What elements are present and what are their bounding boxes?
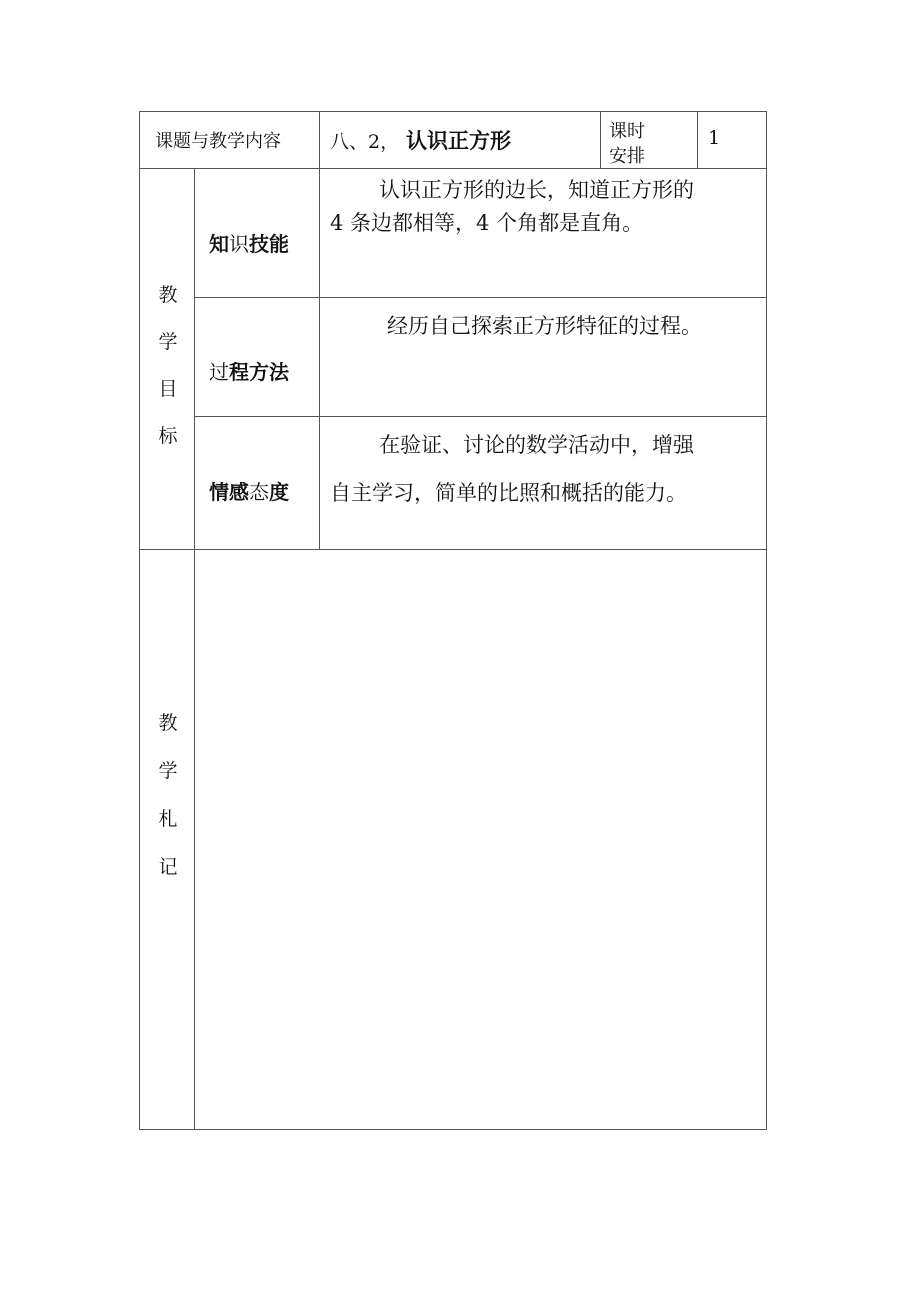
knowledge-label-b: 识 bbox=[229, 232, 249, 256]
emotion-line-1: 在验证、讨论的数学活动中，增强 bbox=[379, 433, 694, 457]
topic-prefix: 八、2， bbox=[330, 131, 400, 153]
knowledge-label-a: 知 bbox=[209, 232, 229, 256]
notes-char-1: 教 bbox=[158, 712, 178, 734]
process-label-a: 过 bbox=[209, 360, 229, 384]
knowledge-line-1: 认识正方形的边长，知道正方形的 bbox=[379, 178, 694, 202]
objectives-section-cell bbox=[139, 168, 195, 550]
knowledge-line-2: 4 条边都相等，4 个角都是直角。 bbox=[330, 211, 644, 235]
notes-char-4: 记 bbox=[158, 856, 178, 878]
emotion-label-c: 度 bbox=[269, 480, 289, 504]
notes-char-2: 学 bbox=[158, 760, 178, 782]
topic-label: 课题与教学内容 bbox=[155, 131, 281, 152]
emotion-label bbox=[209, 476, 289, 505]
emotion-label-b: 态 bbox=[249, 480, 269, 504]
notes-section-label bbox=[140, 708, 196, 900]
notes-section-cell bbox=[139, 549, 195, 1130]
topic-title: 认识正方形 bbox=[406, 129, 511, 153]
emotion-content-cell bbox=[319, 416, 767, 550]
process-line-1: 经历自己探索正方形特征的过程。 bbox=[387, 314, 702, 338]
process-label-b: 程方法 bbox=[229, 360, 289, 384]
notes-char-3: 札 bbox=[158, 808, 178, 830]
objectives-char-3: 目 bbox=[158, 378, 178, 400]
process-label bbox=[209, 356, 289, 385]
period-label-line-1: 课时 bbox=[609, 121, 645, 142]
notes-content-cell[interactable] bbox=[194, 549, 767, 1130]
period-label-line-2: 安排 bbox=[609, 146, 645, 167]
knowledge-label bbox=[209, 228, 289, 257]
knowledge-label-c: 技能 bbox=[249, 232, 289, 256]
objectives-char-2: 学 bbox=[158, 331, 178, 353]
objectives-section-label bbox=[140, 280, 196, 468]
period-label-cell bbox=[600, 111, 698, 169]
emotion-label-cell bbox=[194, 416, 320, 550]
objectives-char-1: 教 bbox=[158, 284, 178, 306]
process-label-cell bbox=[194, 297, 320, 417]
knowledge-content-cell bbox=[319, 168, 767, 298]
emotion-line-2: 自主学习，简单的比照和概括的能力。 bbox=[330, 481, 687, 505]
process-content-cell bbox=[319, 297, 767, 417]
topic-label-cell bbox=[139, 111, 320, 169]
objectives-char-4: 标 bbox=[158, 425, 178, 447]
period-value: 1 bbox=[708, 127, 721, 149]
knowledge-label-cell bbox=[194, 168, 320, 298]
period-value-cell bbox=[697, 111, 767, 169]
emotion-label-a: 情感 bbox=[209, 480, 249, 504]
topic-value-cell bbox=[319, 111, 601, 169]
